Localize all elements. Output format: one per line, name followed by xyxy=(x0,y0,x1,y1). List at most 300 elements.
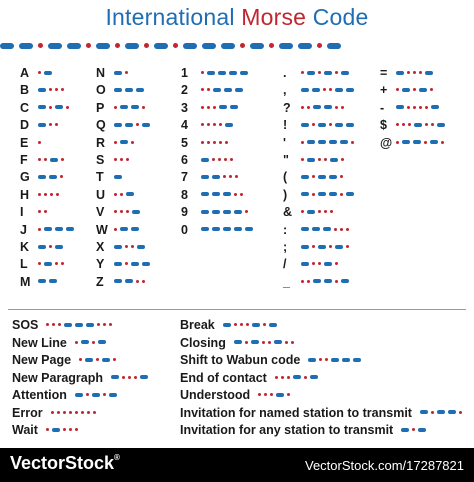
morse-dash xyxy=(234,227,242,231)
morse-dot xyxy=(335,106,338,109)
morse-char: 6 xyxy=(181,153,188,167)
morse-char: ; xyxy=(283,240,288,254)
morse-dot xyxy=(86,43,91,48)
morse-code xyxy=(38,243,66,251)
morse-dot xyxy=(131,245,134,248)
morse-code xyxy=(114,104,148,112)
morse-dash xyxy=(55,227,63,231)
morse-dash xyxy=(310,375,318,379)
morse-code xyxy=(114,69,131,77)
morse-dot xyxy=(213,141,216,144)
morse-char: . xyxy=(283,66,287,80)
morse-dot xyxy=(301,71,304,74)
morse-dot xyxy=(285,341,288,344)
morse-dot xyxy=(114,228,117,231)
morse-dash xyxy=(318,123,326,127)
morse-dash xyxy=(142,262,150,266)
morse-code xyxy=(201,208,251,216)
morse-dot xyxy=(335,262,338,265)
morse-char: C xyxy=(20,100,30,115)
morse-dash xyxy=(75,323,83,327)
morse-dot xyxy=(431,123,434,126)
morse-dash xyxy=(301,175,309,179)
morse-dash xyxy=(329,175,337,179)
morse-code xyxy=(201,121,236,129)
morse-dash xyxy=(44,71,52,75)
morse-dash xyxy=(396,71,404,75)
morse-dot xyxy=(75,428,78,431)
prosign-code xyxy=(258,391,293,399)
morse-dot xyxy=(424,141,427,144)
morse-dash xyxy=(114,245,122,249)
morse-dash xyxy=(0,43,14,49)
morse-char: J xyxy=(20,222,27,237)
morse-code xyxy=(38,139,44,147)
morse-dash xyxy=(252,323,260,327)
morse-dash xyxy=(419,88,427,92)
morse-dot xyxy=(69,428,72,431)
morse-dot xyxy=(207,106,210,109)
morse-dash xyxy=(120,227,128,231)
morse-dot xyxy=(301,106,304,109)
prosign-code xyxy=(234,339,297,347)
morse-dash xyxy=(120,140,128,144)
morse-dash xyxy=(212,210,220,214)
morse-dot xyxy=(318,71,321,74)
morse-dot xyxy=(269,43,274,48)
morse-row-symbols xyxy=(380,135,472,151)
morse-char: X xyxy=(96,240,105,254)
morse-code xyxy=(114,208,143,216)
morse-dot xyxy=(87,411,90,414)
morse-dash xyxy=(132,210,140,214)
morse-char: N xyxy=(96,66,106,80)
morse-code xyxy=(301,191,357,199)
morse-dash xyxy=(301,227,309,231)
morse-dash xyxy=(341,279,349,283)
morse-code xyxy=(201,139,231,147)
morse-dash xyxy=(420,410,428,414)
morse-dot xyxy=(55,123,58,126)
title-morse-code xyxy=(0,40,64,52)
morse-dash xyxy=(202,43,216,49)
morse-char: & xyxy=(283,205,293,220)
morse-dot xyxy=(219,141,222,144)
morse-dot xyxy=(207,88,210,91)
morse-dot xyxy=(340,175,343,178)
footer-bar xyxy=(0,448,474,482)
morse-dot xyxy=(96,358,99,361)
prosign-label: Understood xyxy=(180,388,251,402)
morse-dot xyxy=(114,141,117,144)
morse-dash xyxy=(114,88,122,92)
footer-brand-name: VectorStock xyxy=(10,453,115,473)
morse-code xyxy=(114,278,148,286)
footer-url: VectorStock.com/17287821 xyxy=(305,458,464,473)
morse-row-punctuation xyxy=(283,117,375,133)
morse-code xyxy=(114,121,153,129)
morse-row-punctuation xyxy=(283,169,375,185)
morse-dot xyxy=(38,158,41,161)
morse-dot xyxy=(245,341,248,344)
morse-code xyxy=(38,260,67,268)
prosign-label: New Line xyxy=(12,335,67,350)
morse-dot xyxy=(270,393,273,396)
morse-dash xyxy=(154,43,168,49)
morse-row-punctuation xyxy=(283,256,375,272)
morse-dash xyxy=(312,88,320,92)
morse-dot xyxy=(38,210,41,213)
morse-dot xyxy=(430,88,433,91)
morse-dash xyxy=(86,323,94,327)
morse-dash xyxy=(301,262,309,266)
morse-code xyxy=(301,260,341,268)
morse-char: 3 xyxy=(181,100,188,115)
morse-dash xyxy=(335,88,343,92)
morse-dash xyxy=(125,123,133,127)
morse-code xyxy=(114,156,132,164)
morse-dot xyxy=(57,411,60,414)
morse-char: 7 xyxy=(181,170,188,185)
morse-dash xyxy=(269,323,277,327)
morse-row-symbols xyxy=(380,100,472,116)
morse-dot xyxy=(234,193,237,196)
morse-dot xyxy=(55,262,58,265)
morse-dot xyxy=(301,280,304,283)
morse-dash xyxy=(276,393,284,397)
morse-dot xyxy=(234,323,237,326)
morse-dash xyxy=(307,71,315,75)
morse-code xyxy=(201,104,241,112)
morse-dot xyxy=(312,193,315,196)
morse-row-letters-2 xyxy=(96,100,188,116)
morse-dash xyxy=(114,262,122,266)
morse-dot xyxy=(245,210,248,213)
morse-dash xyxy=(313,105,321,109)
morse-dot xyxy=(49,106,52,109)
morse-dot xyxy=(407,106,410,109)
morse-dash xyxy=(230,105,238,109)
prosign-row xyxy=(180,352,470,368)
morse-dash xyxy=(140,375,148,379)
morse-char: E xyxy=(20,135,29,150)
morse-code xyxy=(201,69,251,77)
morse-char: 8 xyxy=(181,187,188,202)
morse-row-punctuation xyxy=(283,82,375,98)
morse-dot xyxy=(307,280,310,283)
morse-dash xyxy=(413,140,421,144)
morse-dash xyxy=(318,175,326,179)
morse-code xyxy=(301,104,347,112)
morse-dash xyxy=(324,71,332,75)
morse-dash xyxy=(223,192,231,196)
morse-dash xyxy=(66,227,74,231)
morse-dot xyxy=(412,428,415,431)
morse-dash xyxy=(38,88,46,92)
morse-dot xyxy=(201,71,204,74)
morse-dash xyxy=(240,71,248,75)
morse-dot xyxy=(301,141,304,144)
morse-dash xyxy=(201,158,209,162)
morse-dot xyxy=(318,210,321,213)
morse-code xyxy=(38,156,67,164)
morse-row-letters-2 xyxy=(96,169,188,185)
morse-dash xyxy=(418,428,426,432)
morse-dot xyxy=(207,141,210,144)
morse-char: 5 xyxy=(181,135,188,150)
morse-dash xyxy=(298,43,312,49)
morse-dot xyxy=(86,393,89,396)
morse-dash xyxy=(346,123,354,127)
prosign-label: Break xyxy=(180,318,215,332)
morse-dash xyxy=(301,192,309,196)
morse-dash xyxy=(307,210,315,214)
morse-dot xyxy=(235,175,238,178)
morse-dash xyxy=(131,227,139,231)
morse-dot xyxy=(335,71,338,74)
prosign-label: Shift to Wabun code xyxy=(180,353,301,367)
morse-char: R xyxy=(96,135,106,150)
morse-code xyxy=(301,139,357,147)
morse-code xyxy=(38,173,66,181)
page-title xyxy=(0,4,474,31)
morse-dash xyxy=(52,428,60,432)
morse-dot xyxy=(317,43,322,48)
morse-dot xyxy=(441,141,444,144)
morse-dot xyxy=(240,43,245,48)
morse-char: I xyxy=(20,205,24,220)
morse-dot xyxy=(51,411,54,414)
prosign-code xyxy=(401,426,429,434)
morse-dash xyxy=(353,358,361,362)
prosign-code xyxy=(75,339,109,347)
prosign-label: New Page xyxy=(12,353,72,367)
morse-dash xyxy=(131,262,139,266)
morse-dot xyxy=(120,193,123,196)
morse-dash xyxy=(212,175,220,179)
morse-dot xyxy=(301,210,304,213)
section-divider xyxy=(8,309,466,310)
prosign-label: End of contact xyxy=(180,370,267,385)
morse-row-punctuation xyxy=(283,239,375,255)
morse-dot xyxy=(61,88,64,91)
morse-code xyxy=(201,156,236,164)
morse-dash xyxy=(318,192,326,196)
morse-row-digits xyxy=(181,117,273,133)
morse-char: L xyxy=(20,257,28,272)
morse-dot xyxy=(240,323,243,326)
morse-row-digits xyxy=(181,204,273,220)
morse-dot xyxy=(63,428,66,431)
morse-dash xyxy=(229,71,237,75)
morse-dot xyxy=(66,106,69,109)
morse-dash xyxy=(223,323,231,327)
morse-code xyxy=(396,69,436,77)
morse-code xyxy=(301,121,357,129)
morse-char: P xyxy=(96,100,105,115)
morse-dot xyxy=(69,411,72,414)
morse-dot xyxy=(396,123,399,126)
morse-dash xyxy=(430,140,438,144)
morse-dot xyxy=(60,175,63,178)
morse-dash xyxy=(120,105,128,109)
morse-char: S xyxy=(96,153,105,167)
morse-code xyxy=(201,173,241,181)
prosign-code xyxy=(75,391,120,399)
morse-dot xyxy=(122,376,125,379)
morse-dot xyxy=(329,245,332,248)
morse-dash xyxy=(340,140,348,144)
morse-dot xyxy=(75,411,78,414)
morse-dash xyxy=(437,410,445,414)
morse-dot xyxy=(223,175,226,178)
morse-row-punctuation xyxy=(283,100,375,116)
morse-dot xyxy=(341,106,344,109)
morse-char: A xyxy=(20,66,30,80)
morse-dash xyxy=(312,227,320,231)
morse-char: 4 xyxy=(181,118,188,133)
prosign-code xyxy=(111,374,151,382)
morse-dash xyxy=(19,43,33,49)
morse-dot xyxy=(201,123,204,126)
footer-brand-registered: ® xyxy=(114,453,120,462)
prosign-row xyxy=(180,422,470,438)
morse-dash xyxy=(111,375,119,379)
morse-dot xyxy=(281,376,284,379)
morse-dash xyxy=(98,340,106,344)
morse-dash xyxy=(324,279,332,283)
morse-dot xyxy=(126,210,129,213)
morse-dash xyxy=(324,262,332,266)
morse-dot xyxy=(38,43,43,48)
morse-code xyxy=(114,226,142,234)
morse-dot xyxy=(44,158,47,161)
morse-dash xyxy=(114,71,122,75)
morse-char: , xyxy=(283,83,287,98)
morse-dot xyxy=(340,228,343,231)
morse-dot xyxy=(56,193,59,196)
morse-dash xyxy=(55,245,63,249)
morse-dash xyxy=(50,158,58,162)
morse-char: D xyxy=(20,118,30,133)
morse-dash xyxy=(234,340,242,344)
morse-dot xyxy=(79,358,82,361)
morse-dash xyxy=(346,192,354,196)
morse-dot xyxy=(114,210,117,213)
morse-char: _ xyxy=(283,274,290,289)
morse-dash xyxy=(201,210,209,214)
prosign-label: Error xyxy=(12,405,43,420)
morse-dash xyxy=(136,88,144,92)
morse-char: 0 xyxy=(181,222,188,237)
morse-dash xyxy=(102,358,110,362)
morse-row-symbols xyxy=(380,117,472,133)
morse-dot xyxy=(396,88,399,91)
morse-dot xyxy=(120,158,123,161)
morse-dash xyxy=(401,428,409,432)
morse-dot xyxy=(50,193,53,196)
prosign-label: Closing xyxy=(180,335,226,350)
morse-char: B xyxy=(20,83,30,98)
morse-dot xyxy=(413,71,416,74)
morse-dash xyxy=(201,192,209,196)
morse-dash xyxy=(81,340,89,344)
morse-dash xyxy=(137,245,145,249)
morse-dash xyxy=(131,105,139,109)
morse-dot xyxy=(136,280,139,283)
morse-row-punctuation xyxy=(283,152,375,168)
morse-char: Y xyxy=(96,257,105,272)
morse-dash xyxy=(437,123,445,127)
morse-dot xyxy=(413,88,416,91)
morse-row-letters-2 xyxy=(96,65,188,81)
morse-dot xyxy=(38,193,41,196)
morse-dot xyxy=(120,210,123,213)
morse-dash xyxy=(234,210,242,214)
morse-dot xyxy=(340,193,343,196)
morse-dash xyxy=(307,158,315,162)
morse-char: $ xyxy=(380,118,387,133)
morse-dot xyxy=(134,376,137,379)
morse-dash xyxy=(64,323,72,327)
morse-code xyxy=(396,86,436,94)
morse-dot xyxy=(413,106,416,109)
morse-dash xyxy=(44,262,52,266)
morse-dot xyxy=(49,88,52,91)
morse-row-digits xyxy=(181,100,273,116)
morse-char: T xyxy=(96,170,104,185)
prosign-row xyxy=(180,387,470,403)
morse-dot xyxy=(230,158,233,161)
prosign-label: Invitation for any station to transmit xyxy=(180,423,394,437)
morse-row-punctuation xyxy=(283,222,375,238)
morse-dash xyxy=(125,43,139,49)
morse-dash xyxy=(223,227,231,231)
morse-dot xyxy=(291,341,294,344)
prosign-code xyxy=(79,356,119,364)
morse-code xyxy=(114,173,125,181)
morse-dash xyxy=(330,158,338,162)
morse-code xyxy=(114,86,147,94)
morse-dot xyxy=(312,175,315,178)
morse-dot xyxy=(301,158,304,161)
morse-dot xyxy=(425,123,428,126)
morse-dot xyxy=(334,228,337,231)
morse-dot xyxy=(287,393,290,396)
morse-dash xyxy=(224,88,232,92)
morse-dot xyxy=(323,88,326,91)
morse-dash xyxy=(92,393,100,397)
morse-dash xyxy=(67,43,81,49)
morse-dash xyxy=(201,227,209,231)
morse-dash xyxy=(114,123,122,127)
morse-dot xyxy=(213,123,216,126)
morse-dash xyxy=(125,279,133,283)
morse-dot xyxy=(207,123,210,126)
morse-dot xyxy=(49,245,52,248)
morse-row-punctuation xyxy=(283,204,375,220)
morse-code xyxy=(38,121,61,129)
morse-dot xyxy=(408,123,411,126)
morse-char: " xyxy=(283,153,289,167)
footer-brand xyxy=(10,453,120,474)
morse-code xyxy=(301,243,352,251)
morse-dot xyxy=(201,88,204,91)
morse-dot xyxy=(346,228,349,231)
morse-dot xyxy=(103,323,106,326)
morse-row-punctuation xyxy=(283,65,375,81)
morse-dot xyxy=(402,123,405,126)
